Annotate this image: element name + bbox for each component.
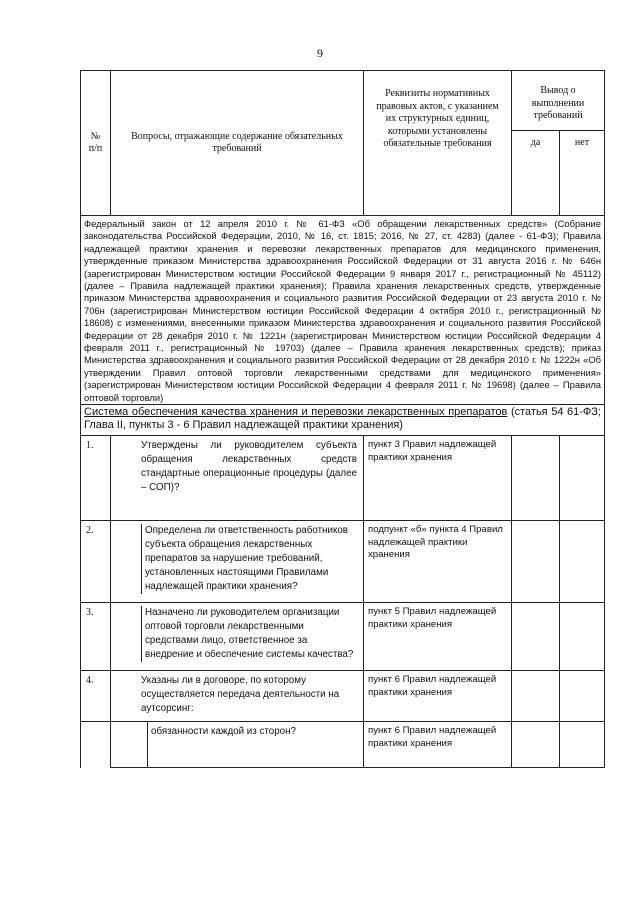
row-question-text: Указаны ли в договоре, по которому осуществляется передача деятельности на аутсорсинг:	[141, 675, 340, 715]
table-row	[81, 436, 605, 521]
header-conclusion	[512, 71, 605, 131]
checklist-table	[80, 70, 605, 768]
sub-item-divider	[147, 721, 148, 767]
section-row	[81, 405, 605, 436]
row-yes-cell[interactable]	[512, 671, 560, 722]
row-yes-cell[interactable]	[512, 603, 560, 671]
law-text: Федеральный закон от 12 апреля 2010 г. № 61-ФЗ «Об обращении лекарственных средств» (Собрание законодательства Российской Федерации, 2010, № 16, ст. 1815; 2016, № 27, ст. 4283) (далее - 61-ФЗ); Правила надлежащей практики хранения и перевозки лекарственных препаратов для медицинского применения, утвержденные приказом Министерства здравоохранения Российской Федерации от 31 августа 2016 г. № 646н (зарегистрирован Министерством юстиции Российской Федерации 9 января 2017 г., регистрационный № 45112) (далее – Правила надлежащей практики хранения); Правила хранения лекарственных средств, утвержденные приказом Министерства здравоохранения и социального развития Российской Федерации от 23 августа 2010 г. № 706н (зарегистрирован Министерством юстиции Российской Федерации 4 октября 2010 г., регистрационный № 18608) с изменениями, внесенными приказом Министерства здравоохранения и социального развития Российской Федерации от 28 декабря 2010 г. № 1221н (зарегистрирован Министерством юстиции Российской Федерации 4 февраля 2011 г., регистрационный № 19703) (далее – Правила хранения лекарственных средств); приказ Министерства здравоохранения и социального развития Российской Федерации от 28 декабря 2010 г. № 1222н «Об утверждении Правил оптовой торговли лекарственными средствами для медицинского применения» (зарегистрирован Министерством юстиции Российской Федерации 4 февраля 2011 г. № 19698) (далее – Правила оптовой торговли)	[81, 216, 605, 405]
row-question	[111, 521, 364, 603]
table-subrow	[81, 722, 605, 768]
header-requisites-text: Реквизиты нормативных правовых актов, с указанием их структурных единиц, которыми установлены обязательные требования	[376, 88, 499, 149]
row-number	[81, 722, 111, 768]
row-number: 4.	[81, 671, 111, 722]
row-question	[111, 436, 364, 521]
row-reference: пункт 5 Правил надлежащей практики хранения	[364, 603, 512, 671]
header-yes: да	[512, 131, 560, 216]
row-question-text: Утверждены ли руководителем субъекта обращения лекарственных средств стандартные операционные процедуры (далее – СОП)?	[141, 440, 357, 494]
row-reference: пункт 6 Правил надлежащей практики хранения	[364, 722, 512, 768]
row-question-text: обязанности каждой из сторон?	[151, 726, 296, 738]
section-title	[81, 405, 605, 436]
row-yes-cell[interactable]	[512, 436, 560, 521]
row-question-text: Назначено ли руководителем организации оптовой торговли лекарственными средствами лицо, ответственное за внедрение и обеспечение системы качества?	[141, 606, 357, 662]
table-row	[81, 671, 605, 722]
row-no-cell[interactable]	[560, 603, 605, 671]
section-title-underlined: Система обеспечения качества хранения и перевозки лекарственных препаратов	[84, 406, 508, 419]
row-yes-cell[interactable]	[512, 521, 560, 603]
row-question	[111, 722, 364, 768]
table-row	[81, 603, 605, 671]
row-reference: пункт 6 Правил надлежащей практики хранения	[364, 671, 512, 722]
row-question-text: Определена ли ответственность работников субъекта обращения лекарственных препаратов за нарушение требований, установленных настоящими Правилами надлежащей практики хранения?	[141, 524, 357, 594]
row-question	[111, 671, 364, 722]
row-question	[111, 603, 364, 671]
law-row	[81, 216, 605, 405]
table-header-row	[81, 71, 605, 131]
header-conclusion-text: Вывод о выполнении требований	[531, 85, 585, 121]
row-no-cell[interactable]	[560, 722, 605, 768]
row-no-cell[interactable]	[560, 436, 605, 521]
row-reference: подпункт «б» пункта 4 Правил надлежащей практики хранения	[364, 521, 512, 603]
row-no-cell[interactable]	[560, 671, 605, 722]
table-row	[81, 521, 605, 603]
row-yes-cell[interactable]	[512, 722, 560, 768]
row-reference: пункт 3 Правил надлежащей практики хранения	[364, 436, 512, 521]
row-number: 3.	[81, 603, 111, 671]
page-number: 9	[317, 46, 323, 60]
row-no-cell[interactable]	[560, 521, 605, 603]
header-number: № п/п	[81, 71, 111, 216]
header-requisites	[364, 71, 512, 216]
row-number: 2.	[81, 521, 111, 603]
header-no: нет	[560, 131, 605, 216]
header-questions: Вопросы, отражающие содержание обязательных требований	[111, 71, 364, 216]
section-title-rest: (статья 54 61-ФЗ; Глава II, пункты 3 - 6 Правил надлежащей практики хранения)	[84, 406, 601, 432]
row-number: 1.	[81, 436, 111, 521]
